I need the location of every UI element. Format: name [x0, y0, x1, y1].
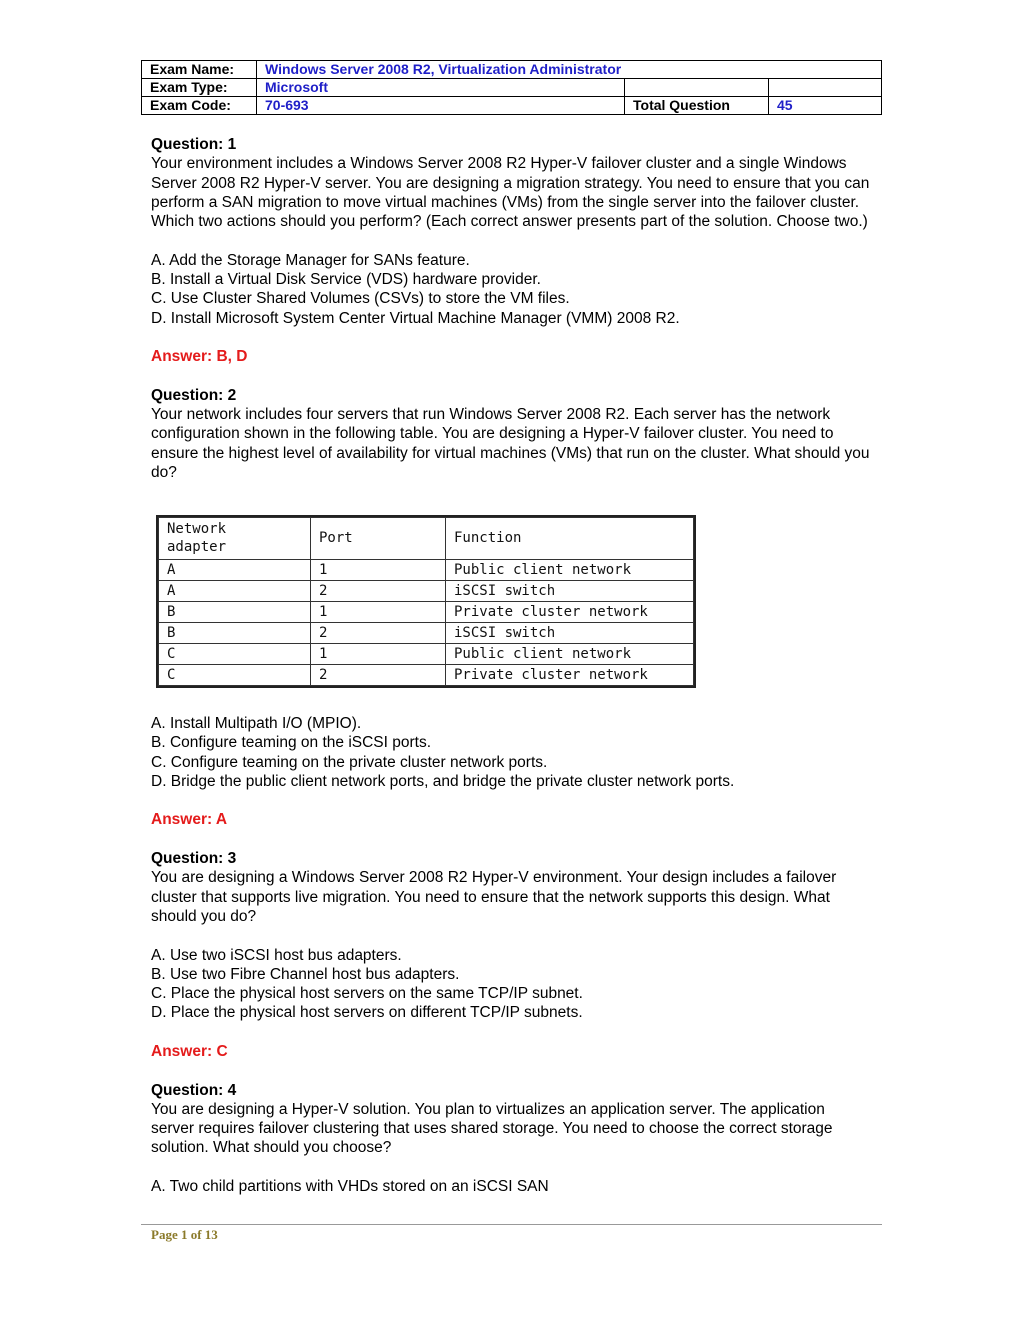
table-cell-function: iSCSI switch — [446, 580, 694, 601]
table-cell-adapter: A — [159, 559, 311, 580]
question-2-option-b: B. Configure teaming on the iSCSI ports. — [151, 734, 432, 752]
question-content — [151, 135, 871, 1196]
table-cell-adapter: C — [159, 643, 311, 664]
table-header-port: Port — [311, 517, 446, 559]
question-2-answer: Answer: A — [151, 811, 228, 829]
question-1-option-b: B. Install a Virtual Disk Service (VDS) hardware provider. — [151, 271, 541, 289]
table-cell-port: 2 — [311, 664, 446, 685]
table-header-network-adapter: Network adapter — [159, 517, 311, 559]
empty-cell — [769, 79, 882, 97]
question-1-option-d: D. Install Microsoft System Center Virtual Machine Manager (VMM) 2008 R2. — [151, 309, 680, 327]
question-3-option-c: C. Place the physical host servers on the same TCP/IP subnet. — [151, 985, 583, 1003]
exam-header-table — [141, 60, 882, 115]
question-3-answer: Answer: C — [151, 1042, 228, 1060]
question-2-option-a: A. Install Multipath I/O (MPIO). — [151, 714, 362, 732]
exam-code-value: 70-693 — [257, 97, 625, 115]
exam-name-label: Exam Name: — [142, 61, 257, 79]
table-row — [159, 580, 694, 601]
question-2-text: Your network includes four servers that run Windows Server 2008 R2. Each server has the network configuration shown in the following table. You are designing a Hyper-V failover cluster. You need to ensure the highest level of availability for virtual machines (VMs) that run on the cluster. What should you do? — [151, 406, 870, 482]
table-cell-function: Private cluster network — [446, 664, 694, 685]
table-cell-function: Private cluster network — [446, 601, 694, 622]
question-3-option-b: B. Use two Fibre Channel host bus adapters. — [151, 965, 460, 983]
table-cell-adapter: B — [159, 601, 311, 622]
table-cell-port: 2 — [311, 580, 446, 601]
table-row — [159, 622, 694, 643]
table-cell-port: 1 — [311, 643, 446, 664]
page-number: Page 1 of 13 — [151, 1227, 218, 1242]
question-1-title: Question: 1 — [151, 136, 237, 153]
question-3-text: You are designing a Windows Server 2008 R2 Hyper-V environment. Your design includes a failover cluster that supports live migration. You need to ensure that the network supports this design. What should you do? — [151, 869, 837, 925]
table-cell-port: 1 — [311, 601, 446, 622]
question-3-option-d: D. Place the physical host servers on different TCP/IP subnets. — [151, 1004, 583, 1022]
network-config-table — [156, 515, 696, 688]
total-question-label: Total Question — [625, 97, 769, 115]
table-row — [159, 643, 694, 664]
exam-name-value: Windows Server 2008 R2, Virtualization Administrator — [257, 61, 882, 79]
table-row — [159, 559, 694, 580]
question-2-option-c: C. Configure teaming on the private cluster network ports. — [151, 753, 548, 771]
question-3-title: Question: 3 — [151, 850, 237, 868]
table-row — [159, 601, 694, 622]
table-header-function: Function — [446, 517, 694, 559]
table-cell-function: Public client network — [446, 559, 694, 580]
question-4-option-a: A. Two child partitions with VHDs stored on an iSCSI SAN — [151, 1178, 549, 1196]
empty-cell — [625, 79, 769, 97]
question-3-option-a: A. Use two iSCSI host bus adapters. — [151, 946, 402, 964]
question-1-text: Your environment includes a Windows Server 2008 R2 Hyper-V failover cluster and a single Windows Server 2008 R2 Hyper-V server. You are designing a migration strategy. You need to ensure that you can perform a SAN migration to move virtual machines (VMs) from the single server into the failover cluster. Which two actions should you perform? (Each correct answer presents part of the solution. Choose two.) — [151, 155, 870, 231]
table-cell-port: 2 — [311, 622, 446, 643]
question-1-option-a: A. Add the Storage Manager for SANs feature. — [151, 251, 470, 269]
question-2-title: Question: 2 — [151, 386, 237, 404]
exam-code-label: Exam Code: — [142, 97, 257, 115]
table-cell-adapter: C — [159, 664, 311, 685]
question-1-option-c: C. Use Cluster Shared Volumes (CSVs) to store the VM files. — [151, 290, 570, 308]
table-cell-adapter: A — [159, 580, 311, 601]
table-cell-adapter: B — [159, 622, 311, 643]
question-1-answer: Answer: B, D — [151, 348, 248, 366]
footer-divider — [141, 1224, 882, 1225]
question-4-title: Question: 4 — [151, 1081, 237, 1099]
table-cell-function: Public client network — [446, 643, 694, 664]
question-2-option-d: D. Bridge the public client network ports, and bridge the private cluster network ports. — [151, 772, 735, 790]
exam-type-value: Microsoft — [257, 79, 625, 97]
question-4-text: You are designing a Hyper-V solution. You plan to virtualizes an application server. The application server requires failover clustering that uses shared storage. You need to choose the correct storage solution. What should you choose? — [151, 1100, 833, 1157]
table-row — [159, 664, 694, 685]
total-question-value: 45 — [769, 97, 882, 115]
exam-type-label: Exam Type: — [142, 79, 257, 97]
table-cell-function: iSCSI switch — [446, 622, 694, 643]
table-cell-port: 1 — [311, 559, 446, 580]
